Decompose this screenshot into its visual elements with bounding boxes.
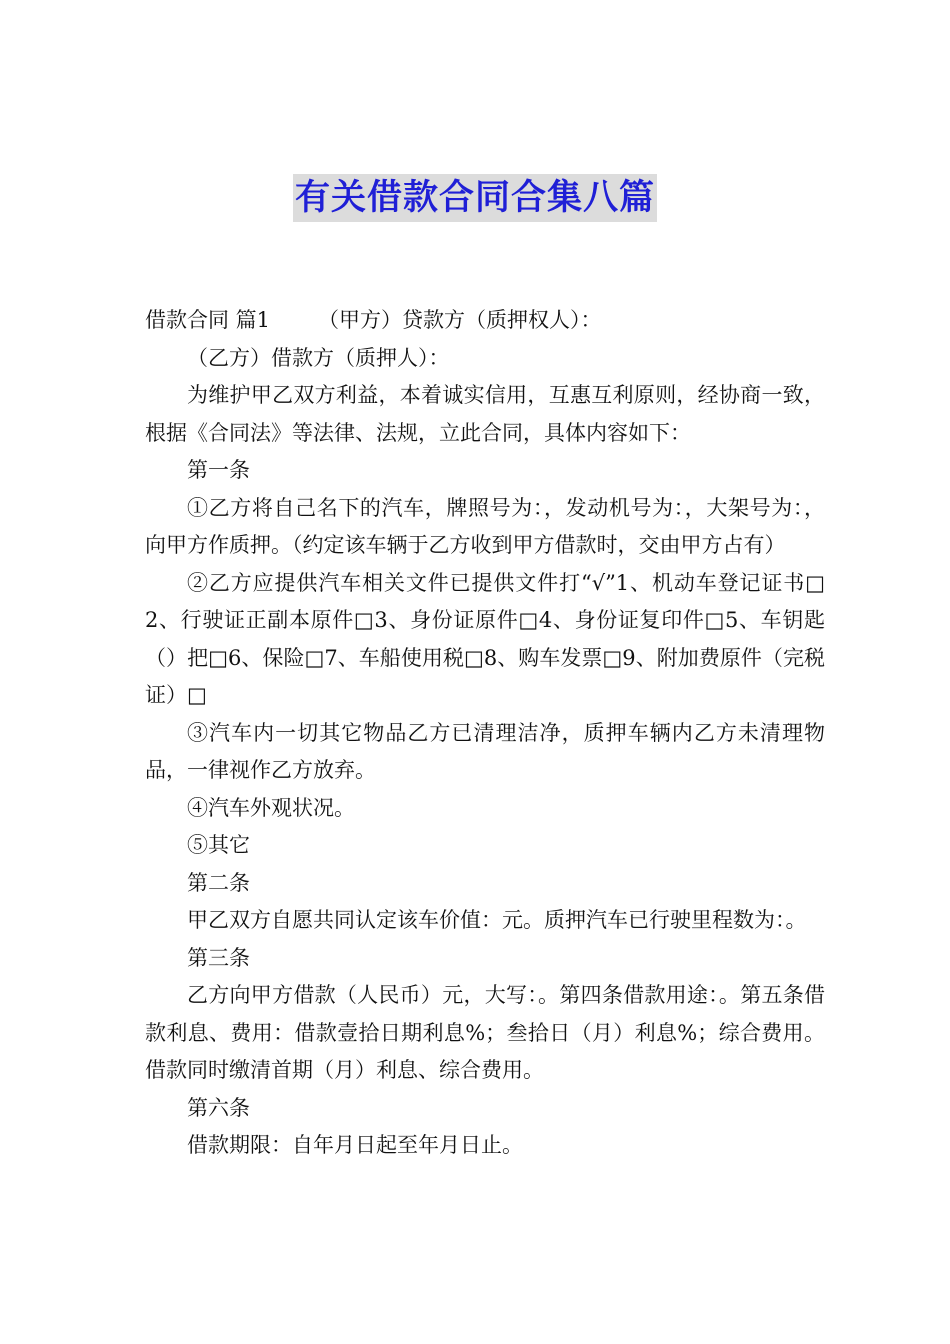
article-1-item-2: ②乙方应提供汽车相关文件已提供文件打“√”1、机动车登记证书□2、行驶证正副本原件□3、身份证原件□4、身份证复印件□5、车钥匙（）把□6、保险□7、车船使用税□8、购车发票□9、附加费原件（完税证）□ xyxy=(145,570,825,707)
article-1-heading: 第一条 xyxy=(187,458,250,482)
preamble-paragraph: 为维护甲乙双方利益，本着诚实信用，互惠互利原则，经协商一致，根据《合同法》等法律、法规，立此合同，具体内容如下： xyxy=(145,383,825,445)
article-1-item-1: ①乙方将自己名下的汽车，牌照号为：，发动机号为：，大架号为：，向甲方作质押。（约定该车辆于乙方收到甲方借款时，交由甲方占有） xyxy=(145,495,825,557)
article-6-paragraph: 借款期限：自年月日起至年月日止。 xyxy=(187,1133,523,1157)
article-1-item-3: ③汽车内一切其它物品乙方已清理洁净，质押车辆内乙方未清理物品，一律视作乙方放弃。 xyxy=(145,720,825,782)
first-line xyxy=(145,302,825,340)
document-title: 有关借款合同合集八篇 xyxy=(293,174,657,222)
contract-heading: 借款合同 篇1 xyxy=(145,308,271,332)
article-6-heading: 第六条 xyxy=(187,1095,250,1120)
article-2-paragraph: 甲乙双方自愿共同认定该车价值：元。质押汽车已行驶里程数为：。 xyxy=(187,908,807,932)
lender-line: （甲方）贷款方（质押权人）： xyxy=(318,308,602,332)
article-1-item-5: ⑤其它 xyxy=(187,833,250,857)
title-area xyxy=(0,174,950,222)
article-1-item-4: ④汽车外观状况。 xyxy=(187,795,355,820)
article-2-heading: 第二条 xyxy=(187,870,250,895)
document-body xyxy=(145,302,825,1165)
article-3-heading: 第三条 xyxy=(187,945,250,970)
borrower-line: （乙方）借款方（质押人）： xyxy=(187,345,450,370)
article-3-paragraph: 乙方向甲方借款（人民币）元，大写：。第四条借款用途：。第五条借款利息、费用：借款壹拾日期利息%；叁拾日（月）利息%；综合费用。借款同时缴清首期（月）利息、综合费用。 xyxy=(145,983,825,1082)
